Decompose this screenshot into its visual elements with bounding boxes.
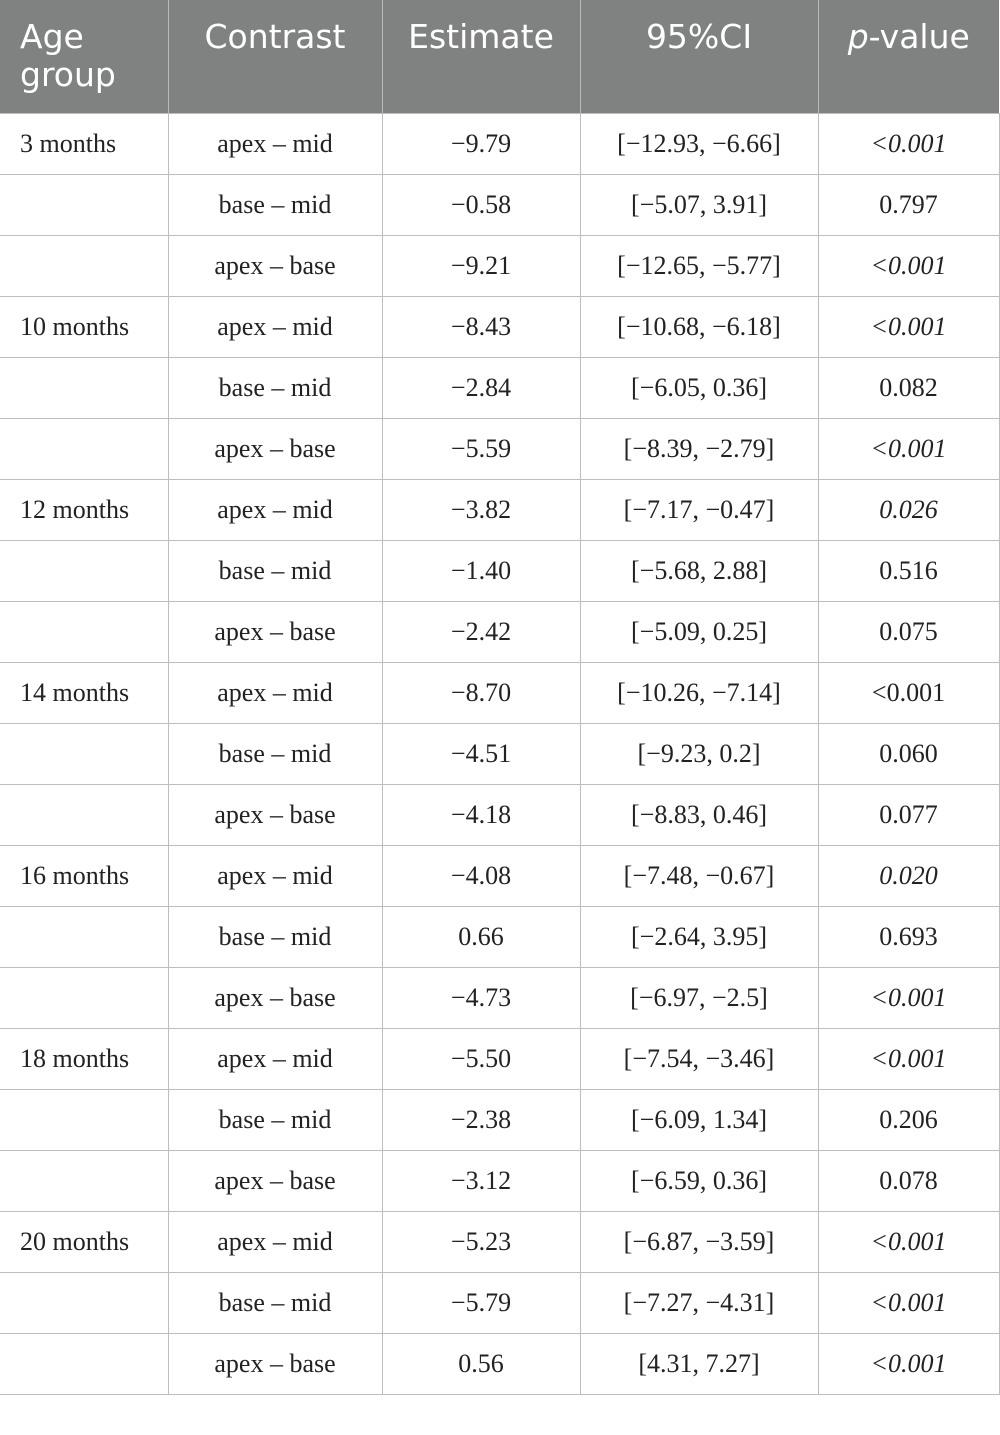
- cell-estimate: −4.73: [382, 967, 580, 1028]
- cell-p-value: 0.026: [818, 479, 999, 540]
- cell-p-value: <0.001: [818, 967, 999, 1028]
- cell-ci: [−12.65, −5.77]: [580, 235, 818, 296]
- cell-contrast: apex – mid: [168, 1211, 382, 1272]
- cell-contrast: apex – mid: [168, 479, 382, 540]
- cell-contrast: base – mid: [168, 1272, 382, 1333]
- cell-estimate: −3.82: [382, 479, 580, 540]
- cell-p-value: <0.001: [818, 1211, 999, 1272]
- table-row: [0, 235, 999, 296]
- cell-age-group: [0, 418, 168, 479]
- table-row: [0, 1211, 999, 1272]
- cell-age-group: 20 months: [0, 1211, 168, 1272]
- header-p-suffix: -value: [868, 17, 970, 56]
- header-p-value: [818, 0, 999, 113]
- cell-p-value: 0.078: [818, 1150, 999, 1211]
- table-row: [0, 601, 999, 662]
- cell-age-group: [0, 601, 168, 662]
- cell-age-group: [0, 1150, 168, 1211]
- cell-contrast: apex – mid: [168, 296, 382, 357]
- table-row: [0, 845, 999, 906]
- cell-estimate: −8.70: [382, 662, 580, 723]
- header-contrast: Contrast: [168, 0, 382, 113]
- cell-contrast: apex – mid: [168, 845, 382, 906]
- cell-age-group: [0, 357, 168, 418]
- cell-ci: [−6.87, −3.59]: [580, 1211, 818, 1272]
- cell-ci: [−7.48, −0.67]: [580, 845, 818, 906]
- cell-age-group: 18 months: [0, 1028, 168, 1089]
- cell-ci: [4.31, 7.27]: [580, 1333, 818, 1394]
- cell-contrast: apex – base: [168, 1333, 382, 1394]
- cell-contrast: apex – mid: [168, 662, 382, 723]
- cell-p-value: 0.060: [818, 723, 999, 784]
- cell-contrast: base – mid: [168, 174, 382, 235]
- cell-estimate: −4.51: [382, 723, 580, 784]
- cell-ci: [−7.27, −4.31]: [580, 1272, 818, 1333]
- table-row: [0, 784, 999, 845]
- table-row: [0, 113, 999, 174]
- cell-age-group: 16 months: [0, 845, 168, 906]
- cell-estimate: −4.18: [382, 784, 580, 845]
- cell-ci: [−6.59, 0.36]: [580, 1150, 818, 1211]
- cell-estimate: −2.38: [382, 1089, 580, 1150]
- cell-estimate: 0.66: [382, 906, 580, 967]
- cell-contrast: base – mid: [168, 540, 382, 601]
- cell-estimate: −3.12: [382, 1150, 580, 1211]
- cell-age-group: [0, 1333, 168, 1394]
- table-row: [0, 967, 999, 1028]
- cell-age-group: [0, 784, 168, 845]
- cell-estimate: −2.42: [382, 601, 580, 662]
- cell-ci: [−7.17, −0.47]: [580, 479, 818, 540]
- table-row: [0, 357, 999, 418]
- table-row: [0, 662, 999, 723]
- cell-estimate: −5.23: [382, 1211, 580, 1272]
- cell-age-group: 3 months: [0, 113, 168, 174]
- table-row: [0, 906, 999, 967]
- cell-contrast: base – mid: [168, 1089, 382, 1150]
- table-body: [0, 113, 999, 1394]
- table-row: [0, 1028, 999, 1089]
- cell-p-value: 0.206: [818, 1089, 999, 1150]
- header-p-letter: p: [847, 17, 869, 56]
- cell-estimate: −5.59: [382, 418, 580, 479]
- cell-p-value: 0.020: [818, 845, 999, 906]
- cell-p-value: <0.001: [818, 1333, 999, 1394]
- header-age-group: Age group: [0, 0, 168, 113]
- table-row: [0, 174, 999, 235]
- cell-ci: [−8.39, −2.79]: [580, 418, 818, 479]
- cell-contrast: apex – base: [168, 784, 382, 845]
- cell-contrast: apex – base: [168, 235, 382, 296]
- cell-p-value: 0.075: [818, 601, 999, 662]
- cell-estimate: −5.50: [382, 1028, 580, 1089]
- cell-age-group: 12 months: [0, 479, 168, 540]
- cell-ci: [−9.23, 0.2]: [580, 723, 818, 784]
- cell-age-group: [0, 1089, 168, 1150]
- cell-p-value: <0.001: [818, 1028, 999, 1089]
- cell-contrast: apex – base: [168, 601, 382, 662]
- cell-estimate: −2.84: [382, 357, 580, 418]
- cell-estimate: 0.56: [382, 1333, 580, 1394]
- cell-ci: [−5.68, 2.88]: [580, 540, 818, 601]
- cell-p-value: 0.693: [818, 906, 999, 967]
- cell-age-group: [0, 540, 168, 601]
- cell-estimate: −8.43: [382, 296, 580, 357]
- table-row: [0, 296, 999, 357]
- cell-estimate: −9.21: [382, 235, 580, 296]
- cell-ci: [−2.64, 3.95]: [580, 906, 818, 967]
- table-row: [0, 1333, 999, 1394]
- cell-estimate: −1.40: [382, 540, 580, 601]
- table-row: [0, 1150, 999, 1211]
- cell-ci: [−5.09, 0.25]: [580, 601, 818, 662]
- cell-age-group: [0, 967, 168, 1028]
- cell-contrast: apex – base: [168, 967, 382, 1028]
- cell-p-value: <0.001: [818, 1272, 999, 1333]
- cell-ci: [−6.97, −2.5]: [580, 967, 818, 1028]
- cell-ci: [−10.68, −6.18]: [580, 296, 818, 357]
- cell-ci: [−7.54, −3.46]: [580, 1028, 818, 1089]
- table-row: [0, 1272, 999, 1333]
- cell-p-value: 0.797: [818, 174, 999, 235]
- cell-ci: [−6.09, 1.34]: [580, 1089, 818, 1150]
- cell-p-value: 0.516: [818, 540, 999, 601]
- cell-contrast: base – mid: [168, 906, 382, 967]
- cell-p-value: 0.077: [818, 784, 999, 845]
- cell-ci: [−10.26, −7.14]: [580, 662, 818, 723]
- cell-ci: [−6.05, 0.36]: [580, 357, 818, 418]
- table-row: [0, 1089, 999, 1150]
- cell-ci: [−5.07, 3.91]: [580, 174, 818, 235]
- cell-ci: [−8.83, 0.46]: [580, 784, 818, 845]
- cell-age-group: [0, 723, 168, 784]
- table-row: [0, 418, 999, 479]
- cell-contrast: base – mid: [168, 723, 382, 784]
- cell-p-value: <0.001: [818, 662, 999, 723]
- cell-contrast: apex – mid: [168, 113, 382, 174]
- cell-estimate: −0.58: [382, 174, 580, 235]
- cell-p-value: <0.001: [818, 296, 999, 357]
- cell-estimate: −5.79: [382, 1272, 580, 1333]
- cell-age-group: 14 months: [0, 662, 168, 723]
- cell-p-value: <0.001: [818, 113, 999, 174]
- cell-p-value: <0.001: [818, 418, 999, 479]
- table-header: [0, 0, 999, 113]
- cell-age-group: [0, 1272, 168, 1333]
- cell-ci: [−12.93, −6.66]: [580, 113, 818, 174]
- cell-estimate: −9.79: [382, 113, 580, 174]
- header-ci: 95%CI: [580, 0, 818, 113]
- cell-p-value: 0.082: [818, 357, 999, 418]
- cell-contrast: base – mid: [168, 357, 382, 418]
- table-row: [0, 540, 999, 601]
- table-row: [0, 723, 999, 784]
- header-estimate: Estimate: [382, 0, 580, 113]
- cell-estimate: −4.08: [382, 845, 580, 906]
- cell-age-group: [0, 174, 168, 235]
- table-row: [0, 479, 999, 540]
- cell-contrast: apex – mid: [168, 1028, 382, 1089]
- cell-age-group: [0, 235, 168, 296]
- cell-age-group: [0, 906, 168, 967]
- cell-age-group: 10 months: [0, 296, 168, 357]
- cell-p-value: <0.001: [818, 235, 999, 296]
- cell-contrast: apex – base: [168, 418, 382, 479]
- header-row: [0, 0, 999, 113]
- cell-contrast: apex – base: [168, 1150, 382, 1211]
